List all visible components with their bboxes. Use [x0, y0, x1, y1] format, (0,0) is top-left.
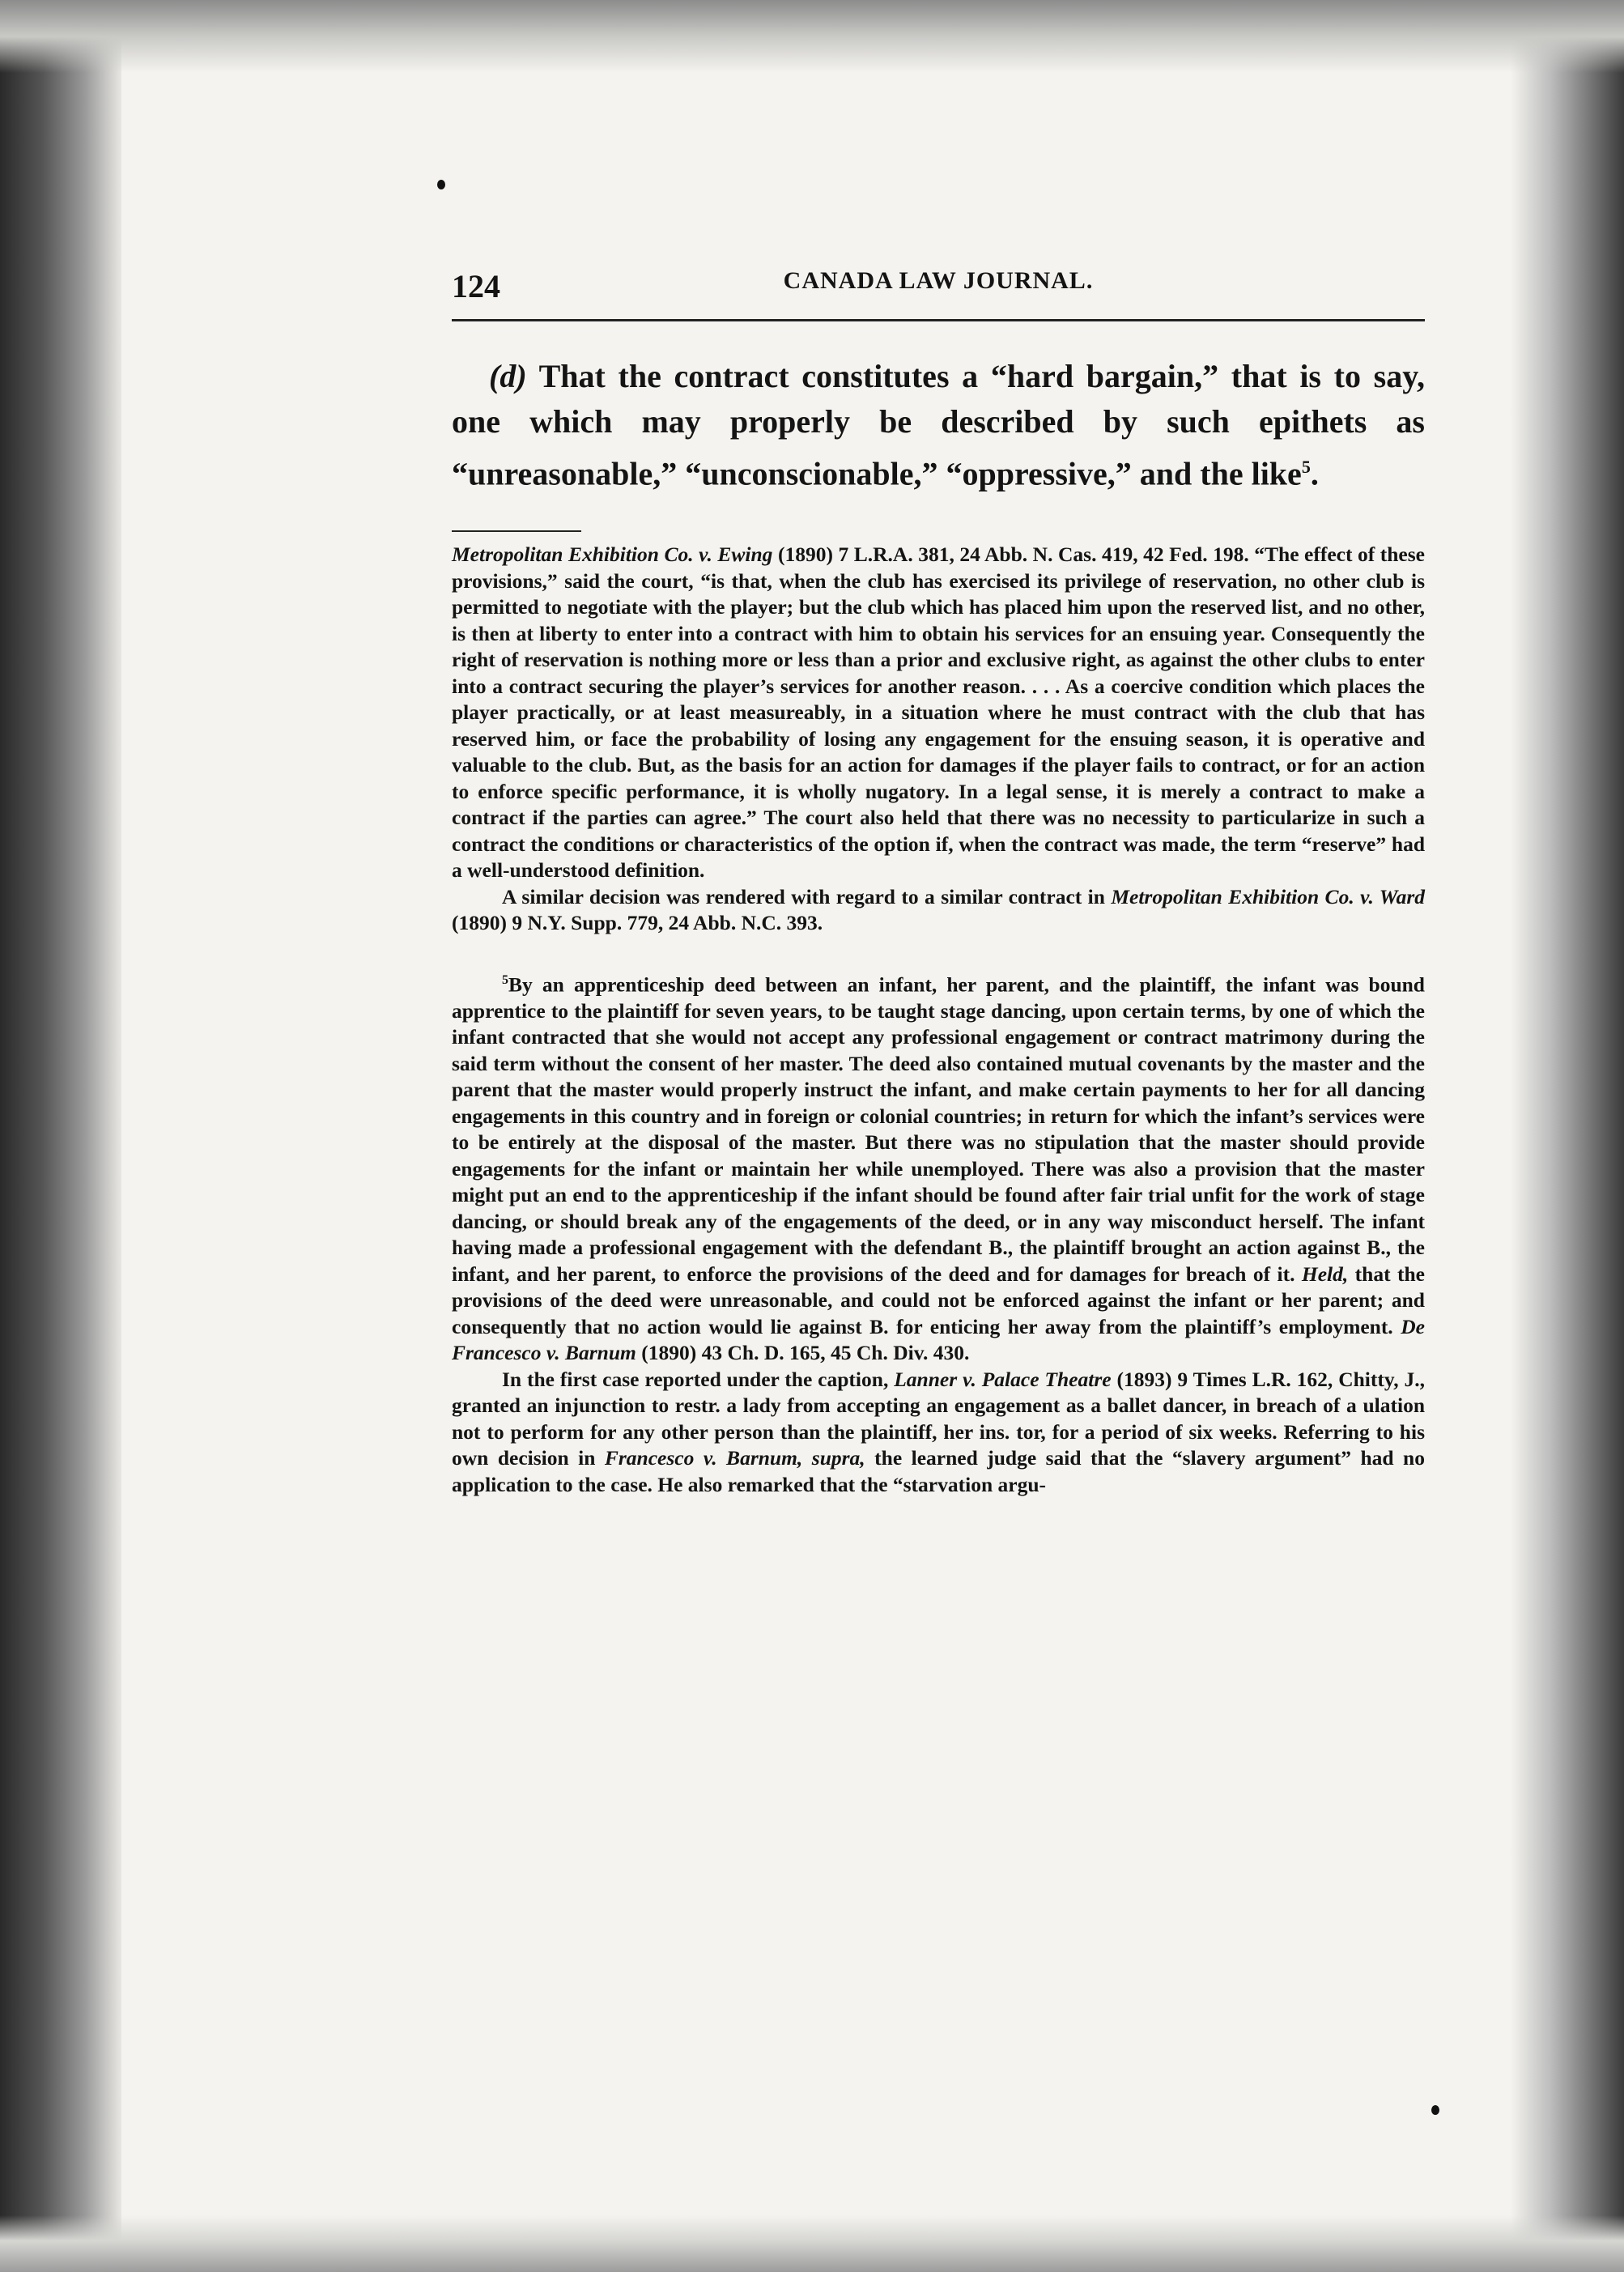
- journal-title: CANADA LAW JOURNAL.: [783, 267, 1094, 294]
- footnote-text: In the first case reported under the caption,: [502, 1367, 895, 1391]
- footnote-5: [452, 968, 1425, 1367]
- footnote-text: (1890) 9 N.Y. Supp. 779, 24 Abb. N.C. 393.: [452, 911, 823, 935]
- running-header: [452, 267, 1425, 321]
- footnote-text: (1893) 9 Times L.R. 162, Chitty, J., granted an injunction to restr. a lady from accepting an engagement as a ballet dancer, in breach of a ulation not to perform for any other person than the plaintiff, her ins. tor, for a period of six weeks. Referring to his own decision in: [452, 1367, 1426, 1470]
- scan-edge-left: [0, 0, 121, 2272]
- scan-edge-right: [1511, 0, 1624, 2272]
- main-text: That the contract constitutes a “hard bargain,” that is to say, one which may properly be described by such epithets as “unreasonable,” “unconscionable,” “oppressive,” and the like: [452, 358, 1426, 492]
- main-end: .: [1310, 455, 1319, 492]
- footnote-paragraph-4: [452, 1367, 1425, 1499]
- footnote-text: (1890) 7 L.R.A. 381, 24 Abb. N. Cas. 419, 42 Fed. 198. “The effect of these provisions,” said the court, “is that, when the club has exercised its privilege of reservation, no other club is permitted to negotiate with the player; but the club which has placed him upon the reserved list, and no other, is then at liberty to enter into a contract with him to obtain his services for an ensuing year. Consequently the right of reservation is nothing more or less than a prior and exclusive right, as against the other clubs to enter into a contract securing the player’s services for another reason. . . . As a coercive condition which places the player practically, or at least measureably, in a situation where he must contract with the club that has reserved him, or face the probability of losing any engagement for the ensuing season, it is operative and valuable to the club. But, as the basis for an action for damages if the player fails to contract, or for an action to enforce specific performance, it is wholly nugatory. In a legal sense, it is merely a contract to make a contract if the parties can agree.” The court also held that there was no necessity to particularize in such a contract the conditions or characteristics of the option if, when the contract was made, the term “reserve” had a well-understood definition.: [452, 542, 1425, 883]
- case-name: Francesco v. Barnum, supra,: [604, 1446, 865, 1470]
- case-name: Metropolitan Exhibition Co. v. Ward: [1111, 884, 1425, 908]
- ink-speck: [437, 180, 445, 189]
- footnote-ref: 5: [1301, 457, 1311, 477]
- footnote-text: the learned judge said that the “slavery argument” had no application to the case. He also remarked that the “starvation argu-: [452, 1446, 1425, 1496]
- page-number: 124: [452, 268, 500, 304]
- held-label: Held,: [1301, 1262, 1349, 1286]
- footnote-text: By an apprenticeship deed between an infant, her parent, and the plaintiff, the infant was bound apprentice to the plaintiff for seven years, to be taught stage dancing, upon certain terms, by one of which the infant contracted that she would not accept any professional engagement or contract matrimony during the said term without the consent of her master. The deed also contained mutual covenants by the master and the parent that the master would properly instruct the infant, and make certain payments to her for all dancing engagements in this country and in foreign or colonial countries; in return for which the infant’s services were to be entirely at the disposal of the master. But there was no stipulation that the master should provide engagements for the infant or maintain her while unemployed. There was also a provision that the master might put an end to the apprenticeship if the infant should be found after fair trial unfit for the work of stage dancing, or should break any of the engagements of the deed, or in any way misconduct herself. The infant having made a professional engagement with the defendant B., the plaintiff brought an action against B., the infant, and her parent, to enforce the provisions of the deed and for damages for breach of it.: [452, 972, 1425, 1286]
- footnote-text: A similar decision was rendered with regard to a similar contract in: [502, 884, 1112, 908]
- page: [452, 267, 1425, 1498]
- case-name: Metropolitan Exhibition Co. v. Ewing: [452, 542, 773, 567]
- main-paragraph: [452, 354, 1425, 496]
- footnote-text: (1890) 43 Ch. D. 165, 45 Ch. Div. 430.: [636, 1341, 970, 1365]
- footnote-paragraph-2: [452, 884, 1425, 937]
- footnote-marker: 5: [502, 972, 508, 987]
- clause-marker: (d): [489, 358, 527, 394]
- footnote-paragraph-1: [452, 542, 1425, 884]
- footnote-text: that the provisions of the deed were unreasonable, and could not be enforced against the infant or her parent; and consequently that no action would lie against B. for enticing her away from the plaintiff’s employment.: [452, 1262, 1425, 1338]
- ink-speck: [1431, 2105, 1439, 2115]
- scan-edge-top: [0, 0, 1624, 73]
- case-name: De Francesco v. Barnum: [452, 1314, 1425, 1365]
- footnote-rule: [452, 530, 581, 532]
- case-name: Lanner v. Palace Theatre: [894, 1367, 1112, 1391]
- scan-edge-bottom: [0, 2215, 1624, 2272]
